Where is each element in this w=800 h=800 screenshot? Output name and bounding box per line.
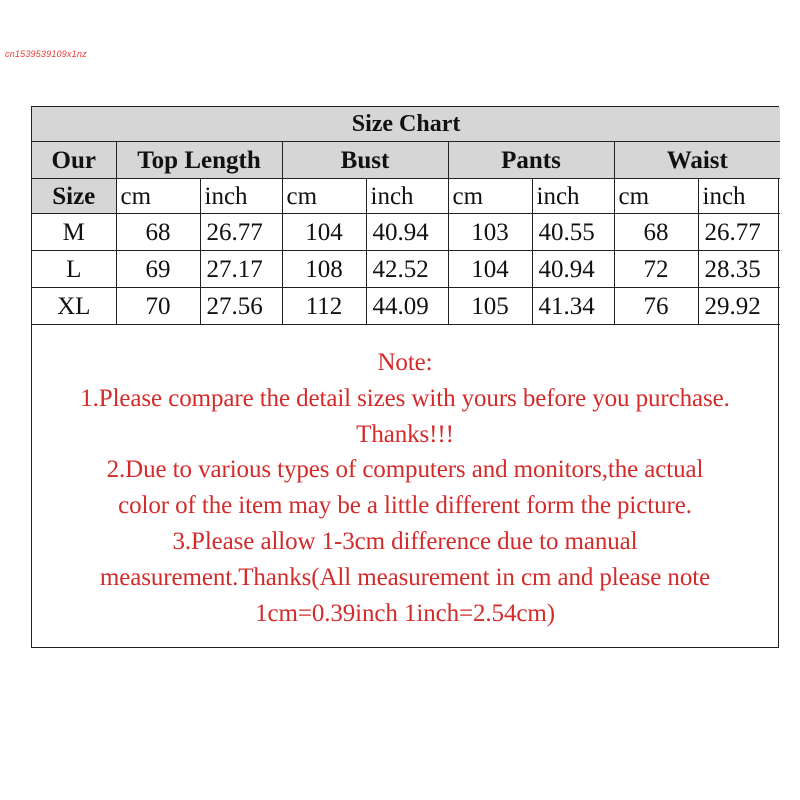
chart-title: Size Chart: [32, 107, 780, 142]
note-heading: Note:: [377, 349, 433, 376]
unit-cell: inch: [532, 179, 614, 214]
notes-section: [32, 325, 778, 631]
size-table: [32, 107, 780, 325]
value-cell: 29.92: [698, 288, 780, 325]
unit-cell: cm: [448, 179, 532, 214]
value-cell: 108: [282, 251, 366, 288]
note-line: Thanks!!!: [356, 420, 454, 448]
value-cell: 26.77: [698, 214, 780, 251]
value-cell: 104: [282, 214, 366, 251]
note-line: 1cm=0.39inch 1inch=2.54cm): [255, 599, 555, 627]
group-header-top-length: Top Length: [116, 142, 282, 179]
value-cell: 68: [116, 214, 200, 251]
value-cell: 40.55: [532, 214, 614, 251]
value-cell: 105: [448, 288, 532, 325]
unit-cell: inch: [200, 179, 282, 214]
value-cell: 68: [614, 214, 698, 251]
group-header-waist: Waist: [614, 142, 780, 179]
value-cell: 76: [614, 288, 698, 325]
value-cell: 41.34: [532, 288, 614, 325]
value-cell: 27.17: [200, 251, 282, 288]
size-cell: XL: [32, 288, 116, 325]
title-row: [32, 107, 780, 142]
value-cell: 69: [116, 251, 200, 288]
size-header-bottom: Size: [32, 179, 116, 214]
value-cell: 27.56: [200, 288, 282, 325]
unit-cell: cm: [282, 179, 366, 214]
value-cell: 104: [448, 251, 532, 288]
size-cell: L: [32, 251, 116, 288]
note-line: color of the item may be a little different form the picture.: [118, 492, 692, 520]
table-row: [32, 288, 780, 325]
value-cell: 28.35: [698, 251, 780, 288]
watermark-text: cn1539539109x1nz: [5, 49, 87, 59]
group-header-row: [32, 142, 780, 179]
value-cell: 26.77: [200, 214, 282, 251]
unit-cell: cm: [116, 179, 200, 214]
value-cell: 40.94: [366, 214, 448, 251]
value-cell: 103: [448, 214, 532, 251]
size-cell: M: [32, 214, 116, 251]
group-header-bust: Bust: [282, 142, 448, 179]
table-row: [32, 251, 780, 288]
unit-cell: cm: [614, 179, 698, 214]
value-cell: 70: [116, 288, 200, 325]
value-cell: 42.52: [366, 251, 448, 288]
note-line: 3.Please allow 1-3cm difference due to manual: [172, 527, 638, 555]
note-line: 1.Please compare the detail sizes with yours before you purchase.: [80, 384, 730, 412]
note-line: 2.Due to various types of computers and monitors,the actual: [106, 456, 704, 484]
unit-header-row: [32, 179, 780, 214]
table-row: [32, 214, 780, 251]
group-header-pants: Pants: [448, 142, 614, 179]
value-cell: 40.94: [532, 251, 614, 288]
size-chart: [31, 106, 779, 648]
value-cell: 72: [614, 251, 698, 288]
value-cell: 44.09: [366, 288, 448, 325]
unit-cell: inch: [698, 179, 780, 214]
size-header-top: Our: [32, 142, 116, 179]
unit-cell: inch: [366, 179, 448, 214]
note-line: measurement.Thanks(All measurement in cm and please note: [99, 563, 711, 591]
value-cell: 112: [282, 288, 366, 325]
